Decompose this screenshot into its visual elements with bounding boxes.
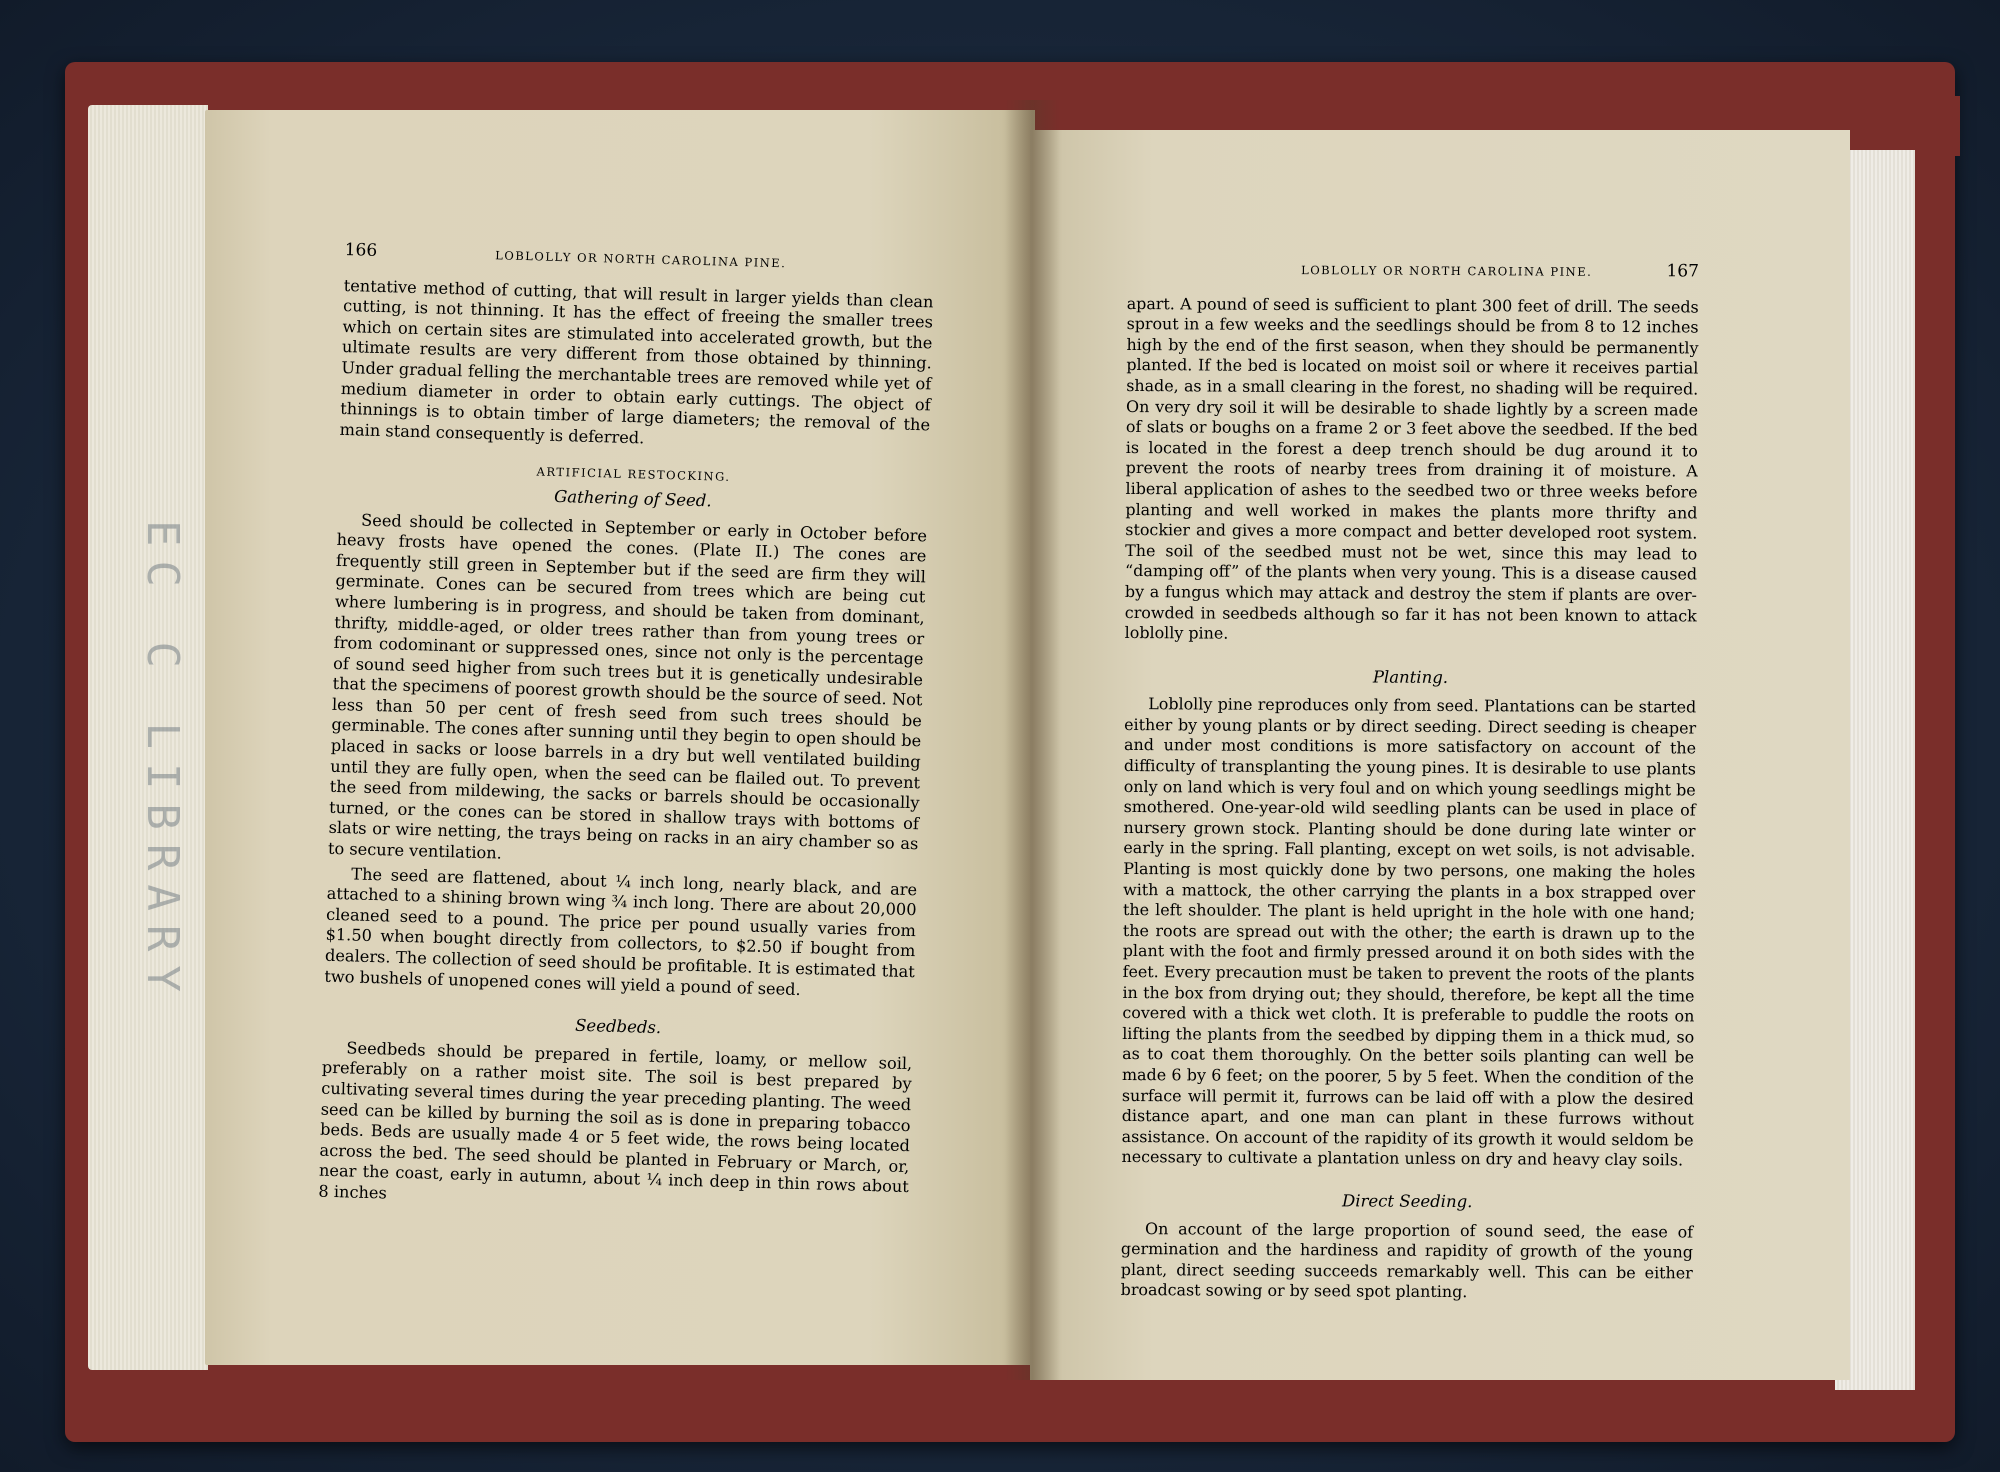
right-running-title: LOBLOLLY OR NORTH CAROLINA PINE.: [1301, 263, 1593, 279]
book-gutter: [1005, 100, 1060, 1380]
subheading-direct-seeding: Direct Seeding.: [1341, 1191, 1473, 1212]
direct-seeding-paragraph: On account of the large proportion of sound seed, the ease of germination and the hardiness and rapidity of growth of the young plant, direct seeding succeeds remarkably well. This can be either broadcast sowing or by seed spot planting.: [1120, 1218, 1694, 1302]
subheading-planting: Planting.: [1372, 667, 1449, 687]
planting-paragraph: Loblolly pine reproduces only from seed. Plantations can be started either by young plants or by direct seeding. Direct seeding is cheaper and under most conditions is more satisfactory on account of the difficulty of transplanting the young pines. It is desirable to use plants only on land which is very foul and on which young seedlings might be smothered. One-year-old wild seedling plants can be used in place of nursery grown stock. Planting should be done during late winter or early in the spring. Fall planting, except on wet soils, is not advisable. Planting is most quickly done by two persons, one making the holes with a mattock, the other carrying the plants in a box strapped over the left shoulder. The plant is held upright in the hole with one hand; the roots are spread out with the other; the earth is drawn up to the plant with the foot and firmly pressed around it on both sides with the feet. Every precaution must be taken to prevent the roots of the plants in the box from drying out; they should, therefore, be kept all the time covered with a thick wet cloth. It is preferable to puddle the roots on lifting the plants from the seedbed by dipping them in a thick mud, so as to coat them thoroughly. On the better soils planting can well be made 6 by 6 feet; on the poorer, 5 by 5 feet. When the condition of the surface will permit it, furrows can be laid off with a plow the desired distance apart, and one man can plant in these furrows without assistance. On account of the rapidity of its growth it would seldom be necessary to cultivate a plantation unless on dry and heavy clay soils.: [1121, 694, 1697, 1170]
gathering-paragraph-1: Seed should be collected in September or early in October before heavy frosts have opened the cones. (Plate II.) The cones are frequently still green in September but if the seed are firm they will germinate. Cones can be secured from trees which are being cut where lumbering is in progress, and should be taken from dominant, thrifty, middle-aged, or older trees rather than from young trees or from codominant or suppressed ones, since not only is the percentage of sound seed higher from such trees but it is genetically undesirable that the specimens of poorest growth should be the source of seed. Not less than 50 per cent of fresh seed from such trees should be germinable. The cones after sunning until they begin to open should be placed in sacks or loose barrels in a dry but well ventilated building until they are fully open, when the seed can be flailed out. To prevent the seed from mildewing, the sacks or barrels should be occasionally turned, or the cones can be stored in shallow trays with bottoms of slats or wire netting, the trays being on racks in an airy chamber so as to secure ventilation.: [327, 510, 928, 863]
left-page-number: 166: [344, 240, 378, 261]
continued-paragraph: apart. A pound of seed is sufficient to plant 300 feet of drill. The seeds sprout in a few weeks and the seedlings should be from 8 to 12 inches high by the end of the first season, when they should be permanently planted. If the bed is located on moist soil or where it receives partial shade, as in a small clearing in the forest, no shading will be required. On very dry soil it will be desirable to shade lightly by a screen made of slats or boughs on a frame 2 or 3 feet above the seedbed. If the bed is located in the forest a deep trench should be dug around it to prevent the roots of nearby trees from draining it of moisture. A liberal application of ashes to the seedbed two or three weeks before planting and well worked in makes the plants more thrifty and stockier and gives a more compact and better developed root system. The soil of the seedbed must not be wet, since this may lead to “damping off” of the plants when very young. This is a disease caused by a fungus which may attack and destroy the stem if plants are over-crowded in seedbeds although so far it has not been known to attack loblolly pine.: [1124, 293, 1699, 643]
left-running-title: LOBLOLLY OR NORTH CAROLINA PINE.: [495, 248, 787, 271]
right-page-number: 167: [1666, 261, 1699, 282]
library-stamp: EC C LIBRARY: [137, 520, 188, 1006]
subheading-gathering: Gathering of Seed.: [553, 486, 712, 511]
seedbeds-paragraph: Seedbeds should be prepared in fertile, loamy, or mellow soil, preferably on a rather moist site. The soil is best prepared by cultivating several times during the year preceding planting. The weed seed can be killed by burning the soil as is done in preparing tobacco beds. Beds are usually made 4 or 5 feet wide, the rows being located across the bed. The seed should be planted in February or March, or, near the coast, early in autumn, about ¼ inch deep in thin rows about 8 inches: [318, 1038, 913, 1203]
left-page-text: [318, 240, 935, 1219]
intro-paragraph: tentative method of cutting, that will result in larger yields than clean cutting, is not thinning. It has the effect of freeing the smaller trees which on certain sites are stimulated into accelerated growth, but the ultimate results are very different from those obtained by thinning. Under gradual felling the merchantable trees are removed while yet of medium diameter in order to obtain early cuttings. The object of thinnings is to obtain timber of large diameters; the removal of the main stand consequently is deferred.: [339, 275, 934, 448]
right-running-head: [1127, 258, 1699, 283]
right-page-text: [1121, 258, 1699, 1304]
gathering-paragraph-2: The seed are flattened, about ¼ inch long, nearly black, and are attached to a shining brown wing ¾ inch long. There are about 20,000 cleaned seed to a pound. The price per pound usually varies from $1.50 when bought directly from collectors, to $2.50 if bought from dealers. The collection of seed should be profitable. It is estimated that two bushels of unopened cones will yield a pound of seed.: [324, 864, 918, 999]
section-heading: ARTIFICIAL RESTOCKING.: [536, 464, 731, 485]
subheading-seedbeds: Seedbeds.: [574, 1015, 662, 1038]
